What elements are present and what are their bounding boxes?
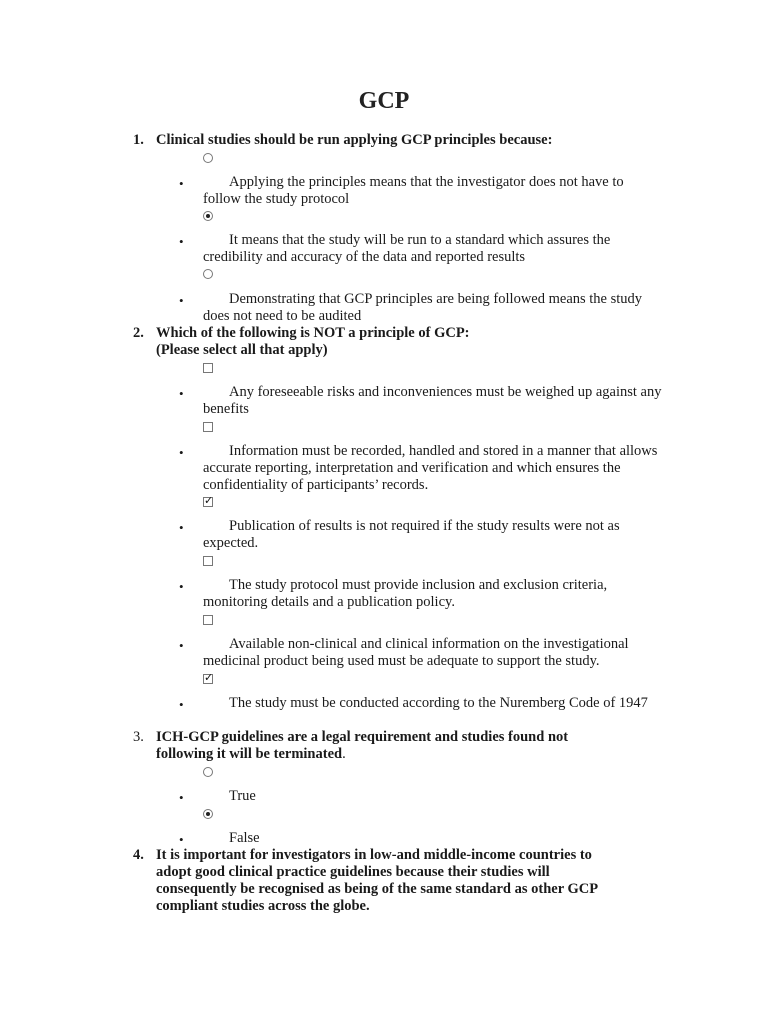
- bullet-icon: •: [179, 293, 184, 308]
- page-title: GCP: [358, 88, 410, 114]
- q2-option-5-text: Available non-clinical and clinical information on the investigational medicinal product being used must be adequate to support the study.: [203, 636, 629, 669]
- bullet-icon: •: [179, 697, 184, 712]
- q1-option-3-text: Demonstrating that GCP principles are being followed means the study does not need to be audited: [203, 291, 643, 324]
- question-number: 1.: [133, 132, 144, 148]
- q1-option-2-text: It means that the study will be run to a standard which assures the credibility and accuracy of the data and reported results: [203, 232, 611, 265]
- q2-option-3-checkbox[interactable]: [203, 497, 213, 507]
- q2-option-1-text: Any foreseeable risks and inconveniences must be weighed up against any benefits: [203, 384, 662, 417]
- q2-option-6-checkbox[interactable]: [203, 674, 213, 684]
- bullet-icon: •: [179, 445, 184, 460]
- q2-option-2-text: Information must be recorded, handled and stored in a manner that allows accurate reporting, interpretation and verification and which ensures the confidentiality of participants’ records.: [203, 443, 658, 493]
- bullet-icon: •: [179, 832, 184, 847]
- q2-option-1-checkbox[interactable]: [203, 363, 213, 373]
- question-text: ICH-GCP guidelines are a legal requirement and studies found not following it will be terminated.: [156, 729, 569, 762]
- question-text: Clinical studies should be run applying GCP principles because:: [156, 132, 553, 148]
- q2-option-4-checkbox[interactable]: [203, 556, 213, 566]
- bullet-icon: •: [179, 579, 184, 594]
- q2-option-5-checkbox[interactable]: [203, 615, 213, 625]
- q3-option-2-radio[interactable]: [203, 809, 213, 819]
- bullet-icon: •: [179, 386, 184, 401]
- q2-option-2-checkbox[interactable]: [203, 422, 213, 432]
- q3-option-1-text: True: [229, 788, 256, 804]
- q1-option-3-radio[interactable]: [203, 269, 213, 279]
- question-number: 2.: [133, 325, 144, 341]
- q2-option-3-text: Publication of results is not required if the study results were not as expected.: [203, 518, 620, 551]
- question-number: 3.: [133, 729, 144, 745]
- question-text: Which of the following is NOT a principle of GCP:: [156, 325, 470, 341]
- question-text: It is important for investigators in low-and middle-income countries to adopt good clinical practice guidelines because their studies will consequently be recognised as being of the same standard as other GCP compliant studies across the globe.: [156, 847, 598, 914]
- bullet-icon: •: [179, 176, 184, 191]
- bullet-icon: •: [179, 790, 184, 805]
- q2-option-4-text: The study protocol must provide inclusion and exclusion criteria, monitoring details and a publication policy.: [203, 577, 608, 610]
- q1-option-1-radio[interactable]: [203, 153, 213, 163]
- q1-option-1-text: Applying the principles means that the investigator does not have to follow the study protocol: [203, 174, 624, 207]
- question-number: 4.: [133, 847, 144, 863]
- q2-option-6-text: The study must be conducted according to the Nuremberg Code of 1947: [229, 695, 648, 711]
- q1-option-2-radio[interactable]: [203, 211, 213, 221]
- bullet-icon: •: [179, 234, 184, 249]
- bullet-icon: •: [179, 638, 184, 653]
- q3-option-1-radio[interactable]: [203, 767, 213, 777]
- question-subtext: (Please select all that apply): [156, 342, 328, 358]
- q3-option-2-text: False: [229, 830, 260, 846]
- bullet-icon: •: [179, 520, 184, 535]
